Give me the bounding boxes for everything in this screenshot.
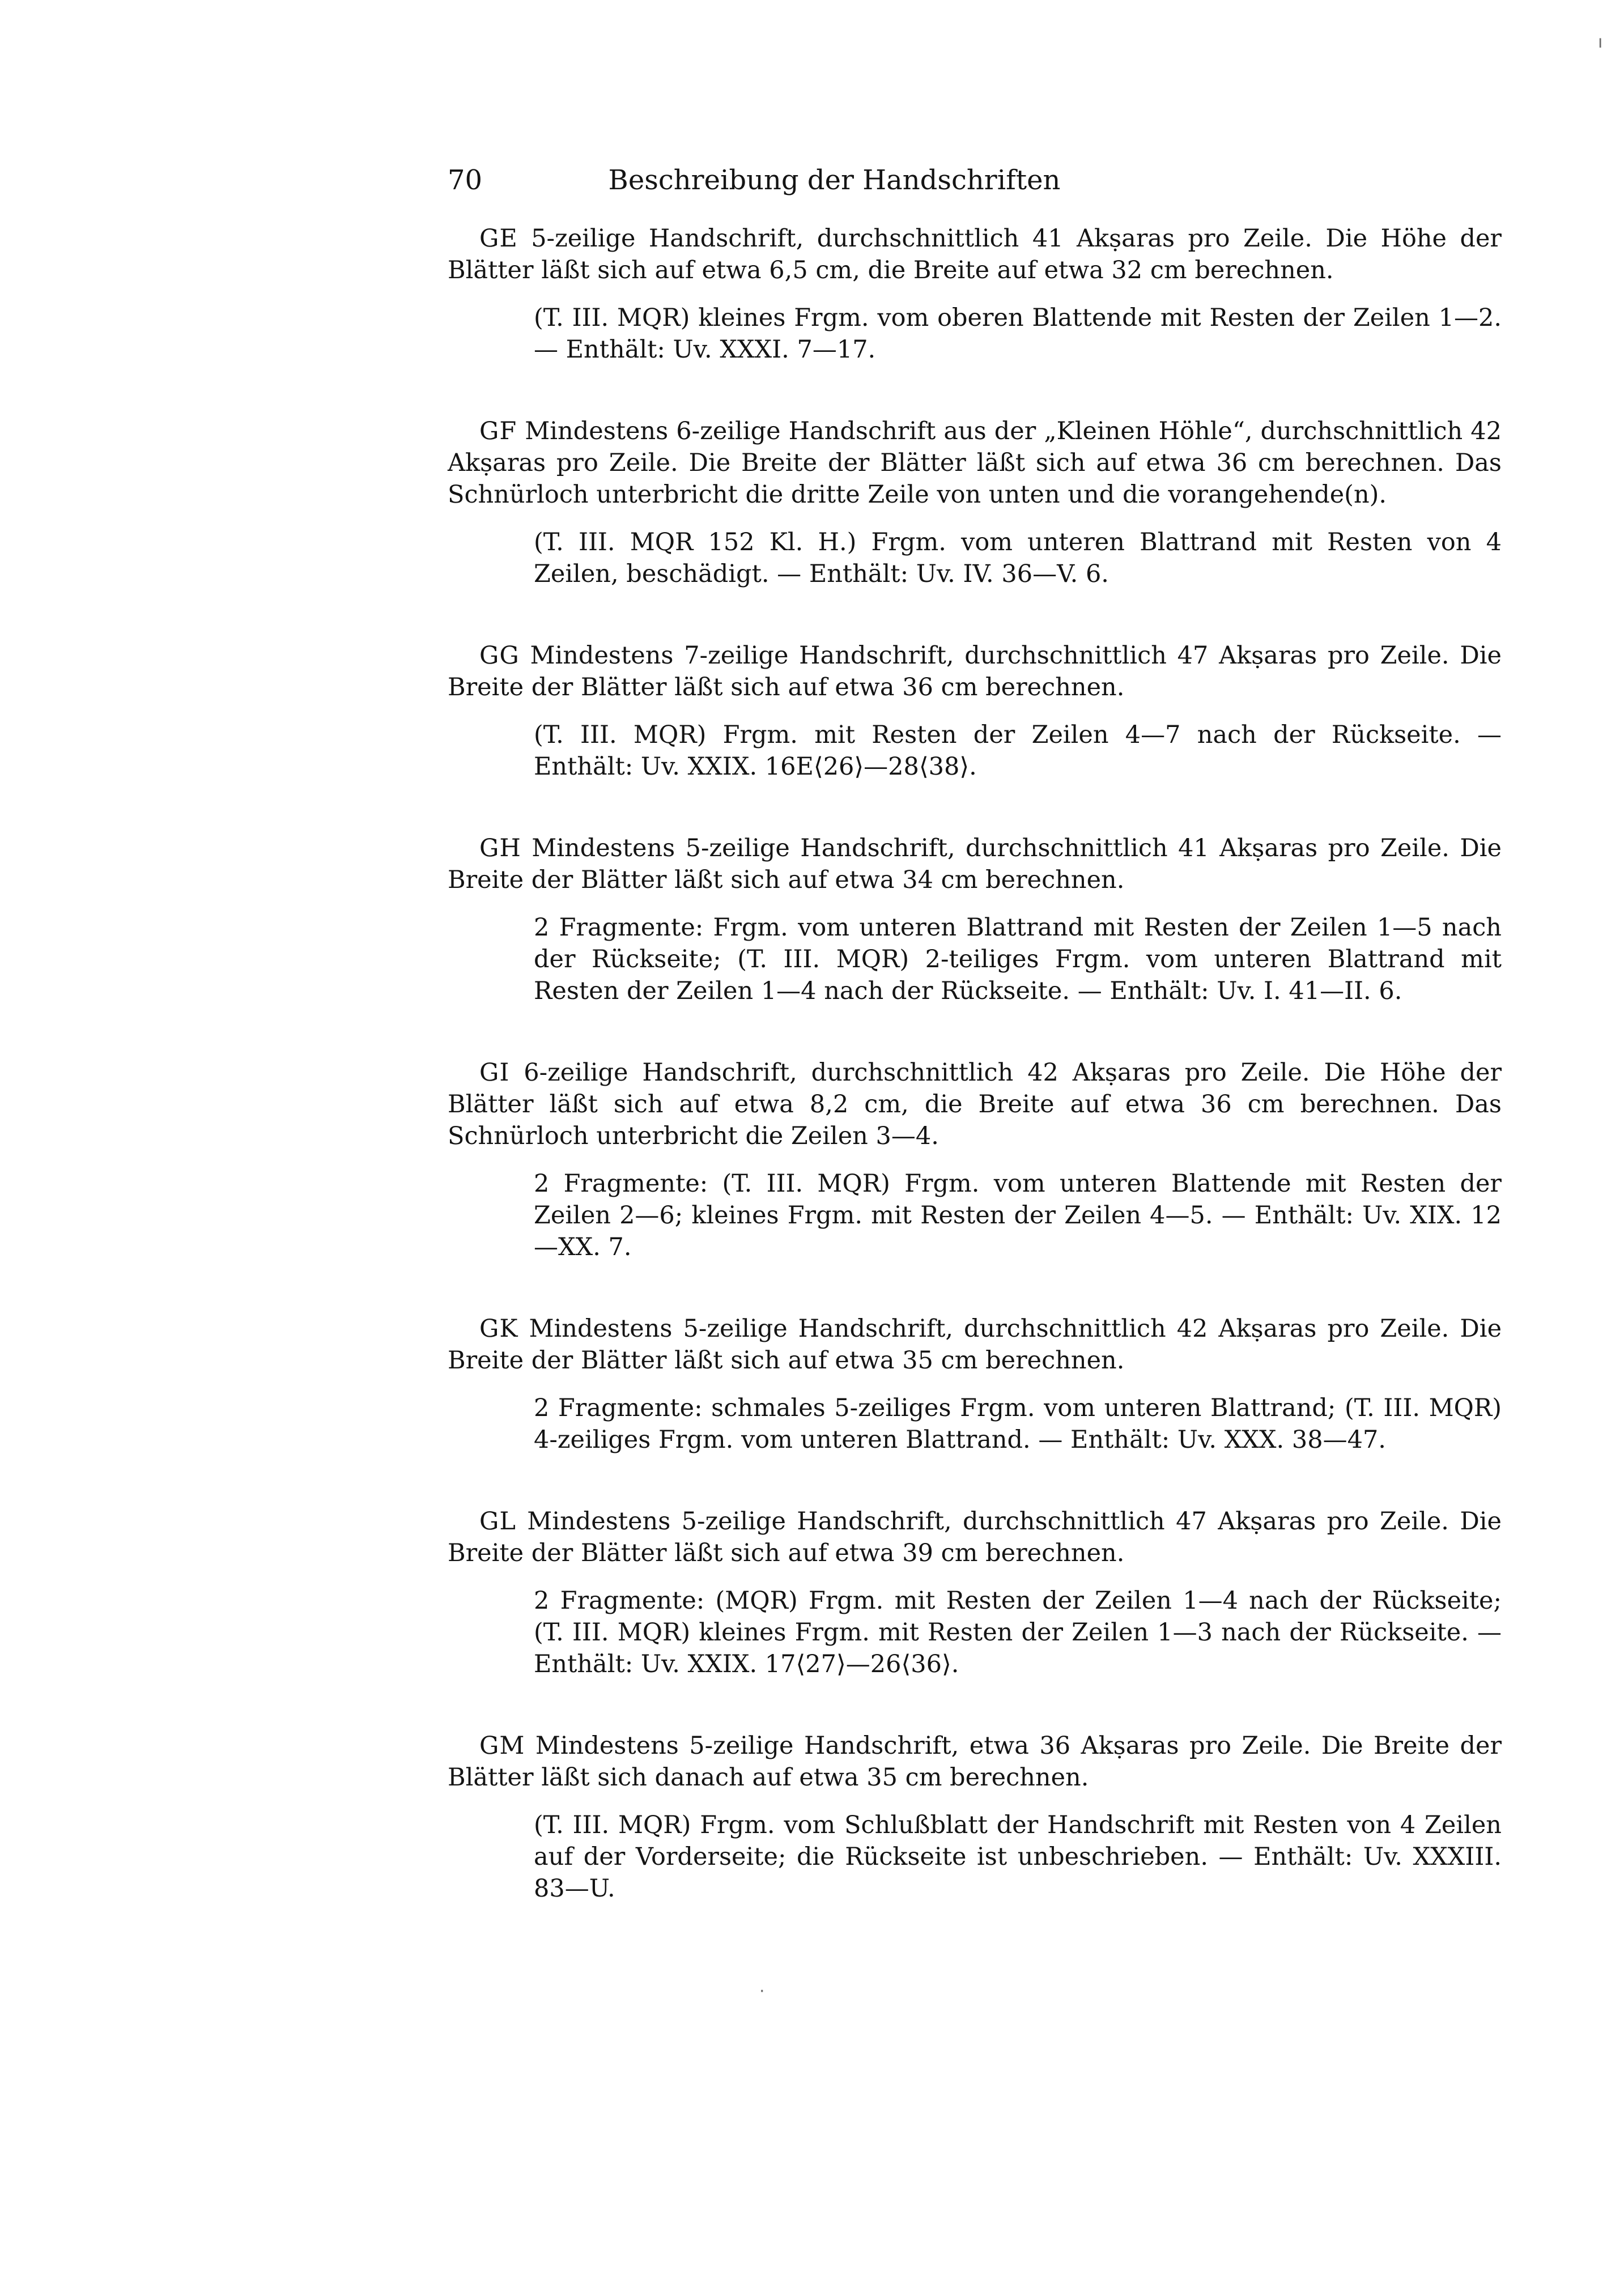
entry-description	[448, 640, 1502, 703]
entry-siglum: GG	[479, 641, 520, 670]
page-number: 70	[448, 164, 483, 196]
manuscript-entry-gg	[448, 640, 1502, 783]
entry-text: Mindestens 5-zeilige Handschrift, durchschnittlich 41 Akṣaras pro Zeile. Die Breite der Blätter läßt sich auf etwa 34 cm berechnen.	[448, 834, 1502, 894]
manuscript-entry-gk	[448, 1313, 1502, 1456]
fragment-note: (T. III. MQR) kleines Frgm. vom oberen Blattende mit Resten der Zeilen 1—2. — Enthält: Uv. XXXI. 7—17.	[534, 304, 1502, 364]
entry-text: Mindestens 6-zeilige Handschrift aus der „Kleinen Höhle“, durchschnittlich 42 Akṣaras pro Zeile. Die Breite der Blätter läßt sich auf etwa 36 cm berechnen. Das Schnürloch unterbricht die dritte Zeile von unten und die vorangehende(n).	[448, 417, 1502, 509]
entry-siglum: GM	[479, 1732, 525, 1760]
manuscript-entry-gf	[448, 415, 1502, 590]
entry-description	[448, 1730, 1502, 1793]
manuscript-entry-gh	[448, 832, 1502, 1007]
manuscript-entry-gl	[448, 1506, 1502, 1680]
manuscript-entry-gi	[448, 1057, 1502, 1263]
fragment-note: (T. III. MQR 152 Kl. H.) Frgm. vom unteren Blattrand mit Resten von 4 Zeilen, beschädigt. — Enthält: Uv. IV. 36—V. 6.	[534, 528, 1502, 588]
scan-speck-icon: ·	[759, 1982, 765, 2001]
entry-text: Mindestens 7-zeilige Handschrift, durchschnittlich 47 Akṣaras pro Zeile. Die Breite der Blätter läßt sich auf etwa 36 cm berechnen.	[448, 641, 1502, 701]
entry-description	[448, 832, 1502, 896]
fragment-note: 2 Fragmente: (MQR) Frgm. mit Resten der Zeilen 1—4 nach der Rückseite; (T. III. MQR) kleines Frgm. mit Resten der Zeilen 1—3 nach der Rückseite. — Enthält: Uv. XXIX. 17⟨27⟩—26⟨36⟩.	[534, 1587, 1502, 1678]
manuscript-entry-ge	[448, 223, 1502, 365]
fragment-note: (T. III. MQR) Frgm. mit Resten der Zeilen 4—7 nach der Rückseite. — Enthält: Uv. XXIX. 16E⟨26⟩—28⟨38⟩.	[534, 721, 1502, 781]
entry-description	[448, 1057, 1502, 1152]
entry-description	[448, 223, 1502, 286]
entry-description	[448, 415, 1502, 511]
entry-text: Mindestens 5-zeilige Handschrift, etwa 36 Akṣaras pro Zeile. Die Breite der Blätter läßt sich danach auf etwa 35 cm berechnen.	[448, 1732, 1502, 1792]
fragment-note: 2 Fragmente: Frgm. vom unteren Blattrand mit Resten der Zeilen 1—5 nach der Rückseite; (T. III. MQR) 2-teiliges Frgm. vom unteren Blattrand mit Resten der Zeilen 1—4 nach der Rückseite. — Enthält: Uv. I. 41—II. 6.	[534, 913, 1502, 1005]
entry-siglum: GH	[479, 834, 521, 862]
manuscript-entry-gm	[448, 1730, 1502, 1904]
entry-siglum: GK	[479, 1315, 518, 1343]
entry-description	[448, 1506, 1502, 1569]
manuscript-entries	[448, 223, 1502, 1954]
entry-text: 5-zeilige Handschrift, durchschnittlich 41 Akṣaras pro Zeile. Die Höhe der Blätter läßt sich auf etwa 6,5 cm, die Breite auf etwa 32 cm berechnen.	[448, 224, 1502, 284]
page-header	[448, 160, 1221, 200]
fragment-note: 2 Fragmente: schmales 5-zeiliges Frgm. vom unteren Blattrand; (T. III. MQR) 4-zeiliges Frgm. vom unteren Blattrand. — Enthält: Uv. XXX. 38—47.	[534, 1394, 1502, 1454]
entry-text: Mindestens 5-zeilige Handschrift, durchschnittlich 42 Akṣaras pro Zeile. Die Breite der Blätter läßt sich auf etwa 35 cm berechnen.	[448, 1315, 1502, 1375]
running-head: Beschreibung der Handschriften	[608, 164, 1061, 196]
entry-text: Mindestens 5-zeilige Handschrift, durchschnittlich 47 Akṣaras pro Zeile. Die Breite der Blätter läßt sich auf etwa 39 cm berechnen.	[448, 1507, 1502, 1567]
fragment-note: (T. III. MQR) Frgm. vom Schlußblatt der Handschrift mit Resten von 4 Zeilen auf der Vorderseite; die Rückseite ist unbeschrieben. — Enthält: Uv. XXXIII. 83—U.	[534, 1811, 1502, 1903]
entry-siglum: GF	[479, 417, 517, 445]
entry-text: 6-zeilige Handschrift, durchschnittlich 42 Akṣaras pro Zeile. Die Höhe der Blätter läßt sich auf etwa 8,2 cm, die Breite auf etwa 36 cm berechnen. Das Schnürloch unterbricht die Zeilen 3—4.	[448, 1058, 1502, 1150]
entry-siglum: GE	[479, 224, 518, 253]
entry-siglum: GI	[479, 1058, 510, 1087]
entry-description	[448, 1313, 1502, 1376]
fragment-note: 2 Fragmente: (T. III. MQR) Frgm. vom unteren Blattende mit Resten der Zeilen 2—6; kleines Frgm. mit Resten der Zeilen 4—5. — Enthält: Uv. XIX. 12—XX. 7.	[534, 1170, 1502, 1261]
entry-siglum: GL	[479, 1507, 516, 1536]
scan-speck-icon: ı	[1598, 32, 1603, 52]
